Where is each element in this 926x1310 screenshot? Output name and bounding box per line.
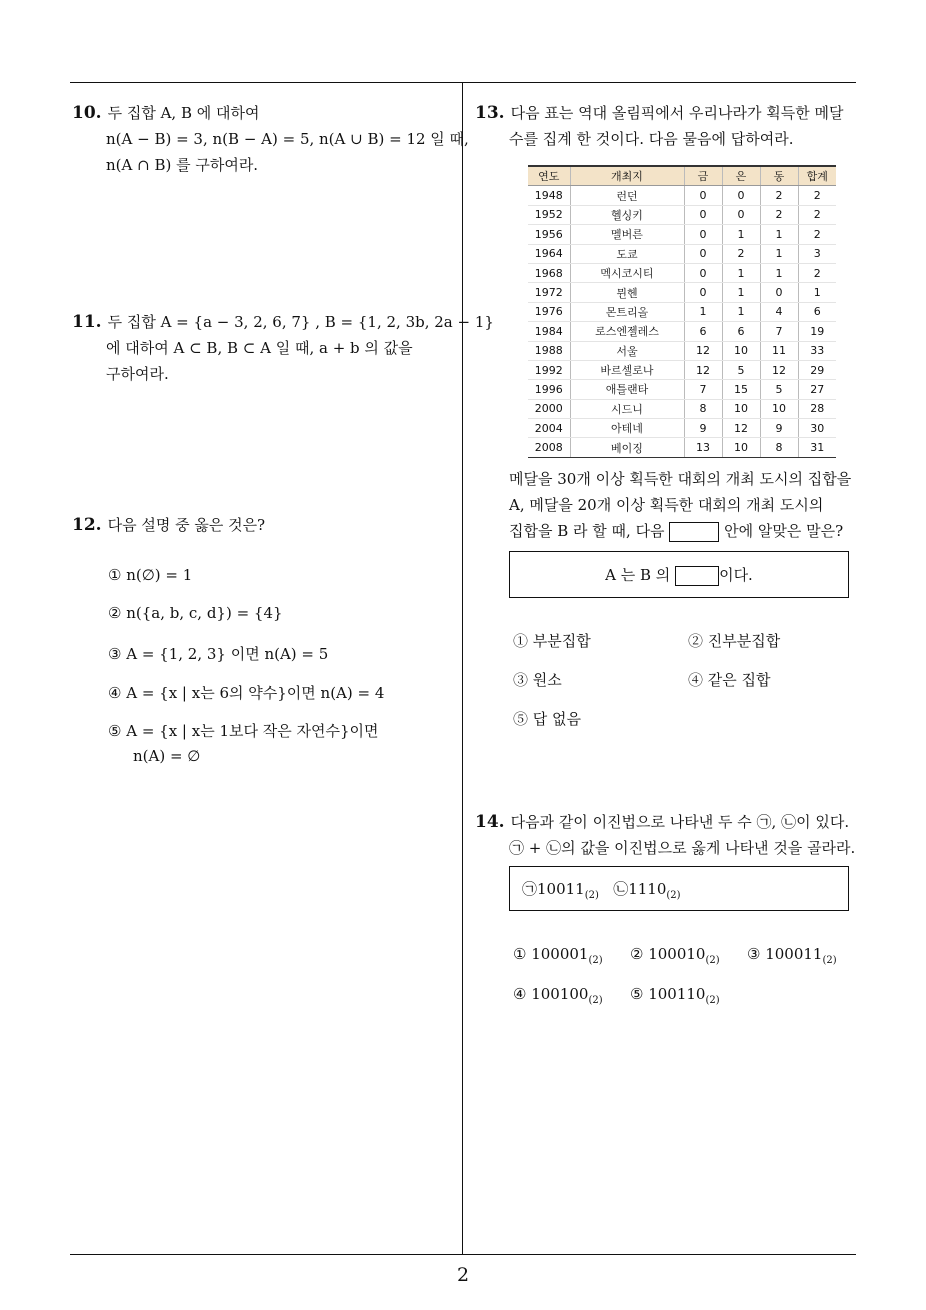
numbers-box (509, 866, 849, 911)
table-cell: 6 (684, 322, 722, 341)
table-cell: 서울 (570, 341, 684, 360)
option-5[interactable]: ⑤ A = {x | x는 1보다 작은 자연수}이면 (108, 722, 379, 740)
table-cell: 10 (722, 438, 760, 457)
table-cell: 4 (760, 302, 798, 321)
option-3[interactable]: ③ A = {1, 2, 3} 이면 n(A) = 5 (108, 645, 329, 663)
table-row (528, 225, 836, 244)
table-cell: 0 (760, 283, 798, 302)
question-text: 다음 표는 역대 올림픽에서 우리나라가 획득한 메달 (510, 104, 844, 122)
table-cell: 9 (760, 419, 798, 438)
table-row (528, 380, 836, 399)
table-cell: 0 (684, 186, 722, 205)
question-text: A, 메달을 20개 이상 획득한 대회의 개최 도시의 (509, 496, 824, 514)
table-cell: 1952 (528, 205, 570, 224)
table-header-row (528, 166, 836, 186)
table-cell: 15 (722, 380, 760, 399)
table-cell: 1 (760, 225, 798, 244)
question-text: 두 집합 A = {a − 3, 2, 6, 7} , B = {1, 2, 3b, 2a − 1} (107, 313, 494, 331)
table-cell: 1 (684, 302, 722, 321)
question-text: 다음 설명 중 옳은 것은? (107, 516, 266, 534)
table-cell: 1948 (528, 186, 570, 205)
question-11 (72, 309, 494, 387)
question-10 (72, 100, 469, 178)
number-a: ㉠10011 (522, 880, 585, 898)
option-label: ④ 100100 (513, 985, 589, 1003)
option-4[interactable]: ④ A = {x | x는 6의 약수}이면 n(A) = 4 (108, 684, 385, 702)
table-cell: 런던 (570, 186, 684, 205)
option-1[interactable]: ① n(∅) = 1 (108, 566, 193, 584)
table-cell: 멕시코시티 (570, 263, 684, 282)
table-cell: 멜버른 (570, 225, 684, 244)
table-cell: 2 (760, 205, 798, 224)
table-row (528, 283, 836, 302)
option-3[interactable]: ③ 원소 (513, 671, 562, 689)
question-14 (475, 809, 855, 861)
table-cell: 1 (722, 302, 760, 321)
table-cell: 1 (722, 263, 760, 282)
option-label: ② 100010 (630, 945, 706, 963)
option-1[interactable]: ① 부분집합 (513, 632, 591, 650)
table-cell: 13 (684, 438, 722, 457)
statement-box (509, 551, 849, 598)
table-row (528, 205, 836, 224)
table-cell: 1 (760, 244, 798, 263)
table-cell: 28 (798, 399, 836, 418)
question-text: 메달을 30개 이상 획득한 대회의 개최 도시의 집합을 (509, 470, 852, 488)
table-cell: 1 (722, 225, 760, 244)
column-header: 합계 (798, 166, 836, 186)
table-row (528, 360, 836, 379)
table-cell: 5 (760, 380, 798, 399)
question-number: 10. (72, 103, 102, 123)
table-cell: 10 (760, 399, 798, 418)
table-cell: 1988 (528, 341, 570, 360)
question-number: 14. (475, 812, 505, 832)
base-subscript: (2) (584, 890, 599, 901)
table-cell: 1968 (528, 263, 570, 282)
table-cell: 8 (684, 399, 722, 418)
table-cell: 2 (798, 225, 836, 244)
table-cell: 헬싱키 (570, 205, 684, 224)
table-cell: 1 (760, 263, 798, 282)
table-row (528, 186, 836, 205)
table-cell: 0 (684, 244, 722, 263)
table-cell: 9 (684, 419, 722, 438)
bottom-rule (70, 1254, 856, 1255)
question-text: n(A − B) = 3, n(B − A) = 5, n(A ∪ B) = 12 일 때, (106, 130, 469, 148)
table-cell: 0 (684, 225, 722, 244)
column-header: 은 (722, 166, 760, 186)
table-cell: 6 (722, 322, 760, 341)
question-text: 다음과 같이 이진법으로 나타낸 두 수 ㉠, ㉡이 있다. (510, 813, 850, 831)
question-text: 집합을 B 라 할 때, 다음 (509, 522, 665, 540)
question-number: 12. (72, 515, 102, 535)
option-label: ⑤ 100110 (630, 985, 706, 1003)
table-cell: 0 (722, 186, 760, 205)
table-cell: 1964 (528, 244, 570, 263)
table-cell: 2 (798, 186, 836, 205)
table-cell: 2008 (528, 438, 570, 457)
table-cell: 1996 (528, 380, 570, 399)
question-text: 수를 집계 한 것이다. 다음 물음에 답하여라. (509, 130, 794, 148)
table-cell: 27 (798, 380, 836, 399)
question-13-paragraph (509, 466, 851, 544)
table-row (528, 399, 836, 418)
table-cell: 1992 (528, 360, 570, 379)
option-label: ③ 100011 (747, 945, 823, 963)
table-cell: 2 (760, 186, 798, 205)
column-header: 동 (760, 166, 798, 186)
table-cell: 31 (798, 438, 836, 457)
question-text: 안에 알맞은 말은? (724, 522, 844, 540)
table-cell: 7 (760, 322, 798, 341)
statement-text: 이다. (719, 566, 753, 584)
table-cell: 12 (684, 341, 722, 360)
column-header: 금 (684, 166, 722, 186)
option-5[interactable]: ⑤ 답 없음 (513, 710, 582, 728)
question-12 (72, 512, 265, 538)
table-cell: 12 (684, 360, 722, 379)
number-b: ㉡1110 (613, 880, 667, 898)
question-text: n(A ∩ B) 를 구하여라. (106, 156, 259, 174)
table-cell: 2000 (528, 399, 570, 418)
table-cell: 33 (798, 341, 836, 360)
table-cell: 로스엔젤레스 (570, 322, 684, 341)
table-cell: 10 (722, 341, 760, 360)
table-cell: 애틀랜타 (570, 380, 684, 399)
table-cell: 10 (722, 399, 760, 418)
option-2[interactable]: ② 진부분집합 (688, 632, 781, 650)
base-subscript: (2) (666, 890, 681, 901)
option-4[interactable]: ④ 같은 집합 (688, 671, 771, 689)
question-number: 11. (72, 312, 102, 332)
table-cell: 바르셀로나 (570, 360, 684, 379)
table-cell: 뮌헨 (570, 283, 684, 302)
column-header: 개최지 (570, 166, 684, 186)
table-cell: 0 (684, 263, 722, 282)
question-text: 구하여라. (106, 365, 169, 383)
table-row (528, 419, 836, 438)
table-cell: 아테네 (570, 419, 684, 438)
table-row (528, 438, 836, 457)
question-text: 두 집합 A, B 에 대하여 (107, 104, 260, 122)
base-subscript: (2) (588, 995, 603, 1006)
table-cell: 1 (798, 283, 836, 302)
blank-box (675, 566, 719, 586)
table-cell: 7 (684, 380, 722, 399)
table-row (528, 302, 836, 321)
table-cell: 0 (684, 205, 722, 224)
blank-box (669, 522, 719, 542)
base-subscript: (2) (822, 955, 837, 966)
table-row (528, 244, 836, 263)
table-cell: 3 (798, 244, 836, 263)
table-cell: 19 (798, 322, 836, 341)
top-rule (70, 82, 856, 83)
table-cell: 12 (760, 360, 798, 379)
table-cell: 1 (722, 283, 760, 302)
table-cell: 11 (760, 341, 798, 360)
option-5[interactable] (630, 985, 720, 1006)
table-cell: 8 (760, 438, 798, 457)
option-3[interactable] (747, 945, 837, 966)
page-number: 2 (456, 1264, 470, 1286)
table-cell: 2004 (528, 419, 570, 438)
question-13 (475, 100, 843, 152)
table-cell: 6 (798, 302, 836, 321)
question-text: 에 대하여 A ⊂ B, B ⊂ A 일 때, a + b 의 값을 (106, 339, 413, 357)
option-2[interactable]: ② n({a, b, c, d}) = {4} (108, 604, 283, 622)
option-5-continued: n(A) = ∅ (133, 747, 201, 765)
column-header: 연도 (528, 166, 570, 186)
table-row (528, 322, 836, 341)
table-cell: 0 (684, 283, 722, 302)
base-subscript: (2) (588, 955, 603, 966)
table-cell: 몬트리올 (570, 302, 684, 321)
table-cell: 1956 (528, 225, 570, 244)
option-4[interactable] (513, 985, 603, 1006)
table-cell: 12 (722, 419, 760, 438)
base-subscript: (2) (705, 995, 720, 1006)
column-divider (462, 82, 463, 1254)
table-cell: 5 (722, 360, 760, 379)
option-label: ① 100001 (513, 945, 589, 963)
table-cell: 1972 (528, 283, 570, 302)
table-cell: 2 (798, 205, 836, 224)
table-cell: 시드니 (570, 399, 684, 418)
option-2[interactable] (630, 945, 720, 966)
table-cell: 도쿄 (570, 244, 684, 263)
base-subscript: (2) (705, 955, 720, 966)
table-cell: 2 (722, 244, 760, 263)
table-row (528, 263, 836, 282)
table-cell: 2 (798, 263, 836, 282)
question-number: 13. (475, 103, 505, 123)
medal-table (528, 165, 836, 458)
table-cell: 0 (722, 205, 760, 224)
question-text: ㉠ + ㉡의 값을 이진법으로 옳게 나타낸 것을 골라라. (509, 839, 856, 857)
table-cell: 베이징 (570, 438, 684, 457)
table-cell: 29 (798, 360, 836, 379)
table-cell: 1976 (528, 302, 570, 321)
table-cell: 1984 (528, 322, 570, 341)
statement-text: A 는 B 의 (605, 566, 671, 584)
table-row (528, 341, 836, 360)
option-1[interactable] (513, 945, 603, 966)
table-cell: 30 (798, 419, 836, 438)
